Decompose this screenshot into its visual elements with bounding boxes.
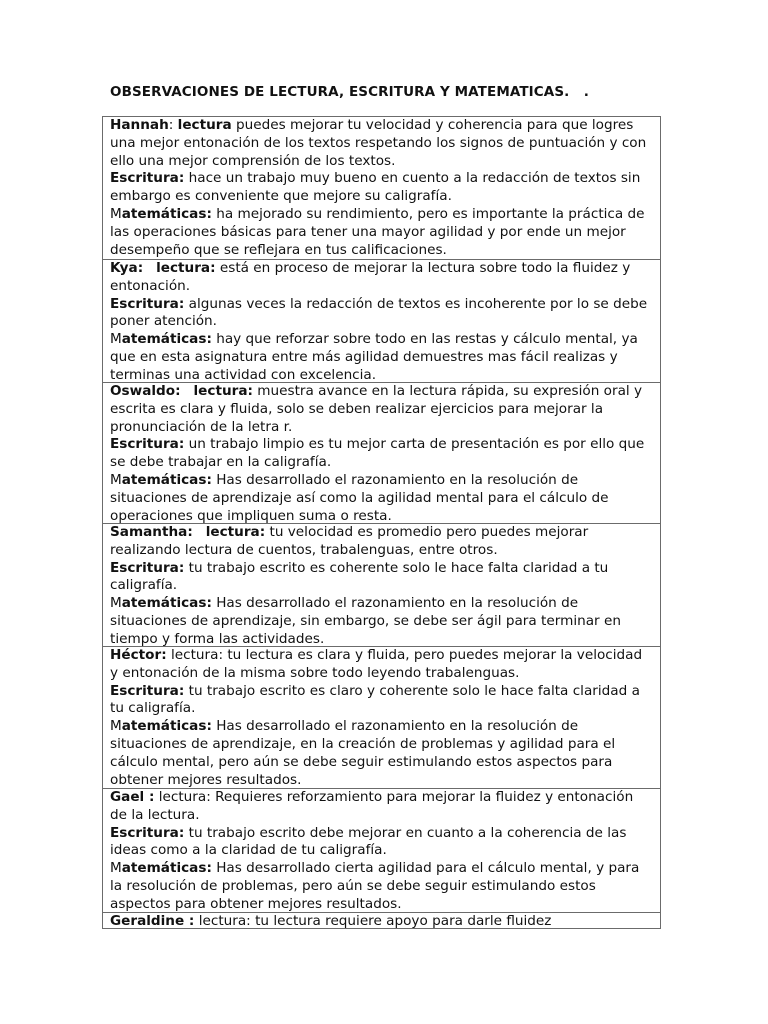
student-row-hector [103,646,660,788]
entry-initial: M [110,860,122,877]
student-row-oswaldo [103,382,660,523]
lectura-entry [110,789,654,825]
matematicas-entry [110,718,654,788]
entry-text: lectura: Requieres reforzamiento para mejorar la fluidez y entonación de la lectura. [110,789,634,823]
entry-text: algunas veces la redacción de textos es incoherente por lo se debe poner atención. [110,295,648,330]
lectura-entry [110,913,654,928]
entry-label: Escritura: [110,170,185,187]
escritura-entry [110,296,654,332]
matematicas-entry [110,860,654,912]
observations-table [102,116,661,929]
entry-text: puedes mejorar tu velocidad y coherencia para que logres una mejor entonación de los textos respetando los signos de puntuación y con ello una mejor comprensión de los textos. [110,117,647,169]
entry-text: Has desarrollado el razonamiento en la resolución de situaciones de aprendizaje, sin embargo, se debe ser ágil para terminar en tiempo y forma las actividades. [110,595,621,646]
entry-text: lectura: tu lectura es clara y fluida, pero puedes mejorar la velocidad y entonación de la misma sobre todo leyendo trabalenguas. [110,647,643,681]
lectura-entry [110,647,654,683]
matematicas-entry [110,472,654,523]
entry-text: Has desarrollado el razonamiento en la resolución de situaciones de aprendizaje así como la agilidad mental para el cálculo de operaciones que impliquen suma o resta. [110,471,609,523]
escritura-entry [110,825,654,861]
entry-text: tu trabajo escrito debe mejorar en cuanto a la coherencia de las ideas como a la claridad de tu caligrafía. [110,824,627,859]
entry-initial: M [110,718,122,735]
escritura-entry [110,170,654,206]
entry-initial: M [110,471,122,488]
entry-text: tu trabajo escrito es coherente solo le hace falta claridad a tu caligrafía. [110,559,609,594]
entry-label: lectura: [156,260,216,276]
escritura-entry [110,436,654,472]
entry-initial: M [110,331,122,348]
entry-label: atemáticas: [121,718,212,735]
entry-text: Has desarrollado cierta agilidad para el cálculo mental, y para la resolución de problemas, pero aún se debe seguir estimulando estos aspectos para obtener mejores resultados. [110,860,640,912]
entry-label: atemáticas: [121,205,212,222]
entry-text: tu velocidad es promedio pero puedes mejorar realizando lectura de cuentos, trabalenguas, entre otros. [110,524,589,558]
entry-label: Escritura: [110,824,185,841]
matematicas-entry [110,206,654,259]
entry-text: está en proceso de mejorar la lectura sobre todo la fluidez y entonación. [110,260,631,294]
entry-label: Escritura: [110,436,185,453]
entry-initial: M [110,205,122,222]
lectura-entry: Hannah: lectura puedes mejorar tu velocidad y coherencia para que logres una mejor entonación de los textos respetando los signos de puntuación y con ello una mejor comprensión de los textos. [110,117,647,169]
lectura-entry [110,524,654,560]
entry-text: un trabajo limpio es tu mejor carta de presentación es por ello que se debe trabajar en la caligrafía. [110,436,645,471]
student-row-geraldine [103,912,660,928]
entry-label: lectura: [193,383,253,399]
entry-label: atemáticas: [121,860,212,877]
entry-text: muestra avance en la lectura rápida, su expresión oral y escrita es clara y fluida, solo se deben realizar ejercicios para mejorar la pronunciación de la letra r. [110,383,643,435]
escritura-entry [110,683,654,719]
entry-label: atemáticas: [121,471,212,488]
student-name: Oswaldo: [110,383,181,399]
student-name: Kya: [110,260,144,276]
entry-text: hace un trabajo muy bueno en cuento a la redacción de textos sin embargo es conveniente que mejore su caligrafía. [110,170,641,205]
document-title: OBSERVACIONES DE LECTURA, ESCRITURA Y MATEMATICAS. . [110,84,590,100]
entry-initial: M [110,595,122,612]
escritura-entry [110,560,654,596]
student-row-kya [103,259,660,382]
student-name: Hannah [110,117,169,133]
matematicas-entry [110,331,654,382]
student-row-gael [103,788,660,912]
student-name: Geraldine : [110,913,195,928]
student-name: Héctor: [110,647,167,663]
matematicas-entry [110,595,654,646]
entry-label: Escritura: [110,295,185,312]
entry-text: tu trabajo escrito es claro y coherente solo le hace falta claridad a tu caligrafía. [110,682,640,717]
entry-label: Escritura: [110,682,185,699]
entry-label: Escritura: [110,559,185,576]
lectura-entry [110,260,654,296]
entry-label: atemáticas: [121,331,212,348]
student-row-hannah [103,117,660,259]
entry-text: hay que reforzar sobre todo en las restas y cálculo mental, ya que en esta asignatura entre más agilidad demuestres mas fácil realizas y terminas una actividad con excelencia. [110,331,638,382]
entry-label: lectura [177,117,232,133]
student-row-samantha [103,523,660,646]
entry-label: atemáticas: [121,595,212,612]
entry-label: lectura: [205,524,266,540]
entry-text: Has desarrollado el razonamiento en la resolución de situaciones de aprendizaje, en la creación de problemas y agilidad para el cálculo mental, pero aún se debe seguir estimulando estos aspectos para obtener mejores resultados. [110,718,616,788]
entry-text: lectura: tu lectura requiere apoyo para darle fluidez [198,913,552,928]
student-name: Samantha: [110,524,193,540]
student-name: Gael : [110,789,155,805]
entry-text: ha mejorado su rendimiento, pero es importante la práctica de las operaciones básicas para tener una mayor agilidad y por ende un mejor desempeño que se reflejara en tus calificaciones. [110,205,645,258]
lectura-entry [110,383,654,436]
